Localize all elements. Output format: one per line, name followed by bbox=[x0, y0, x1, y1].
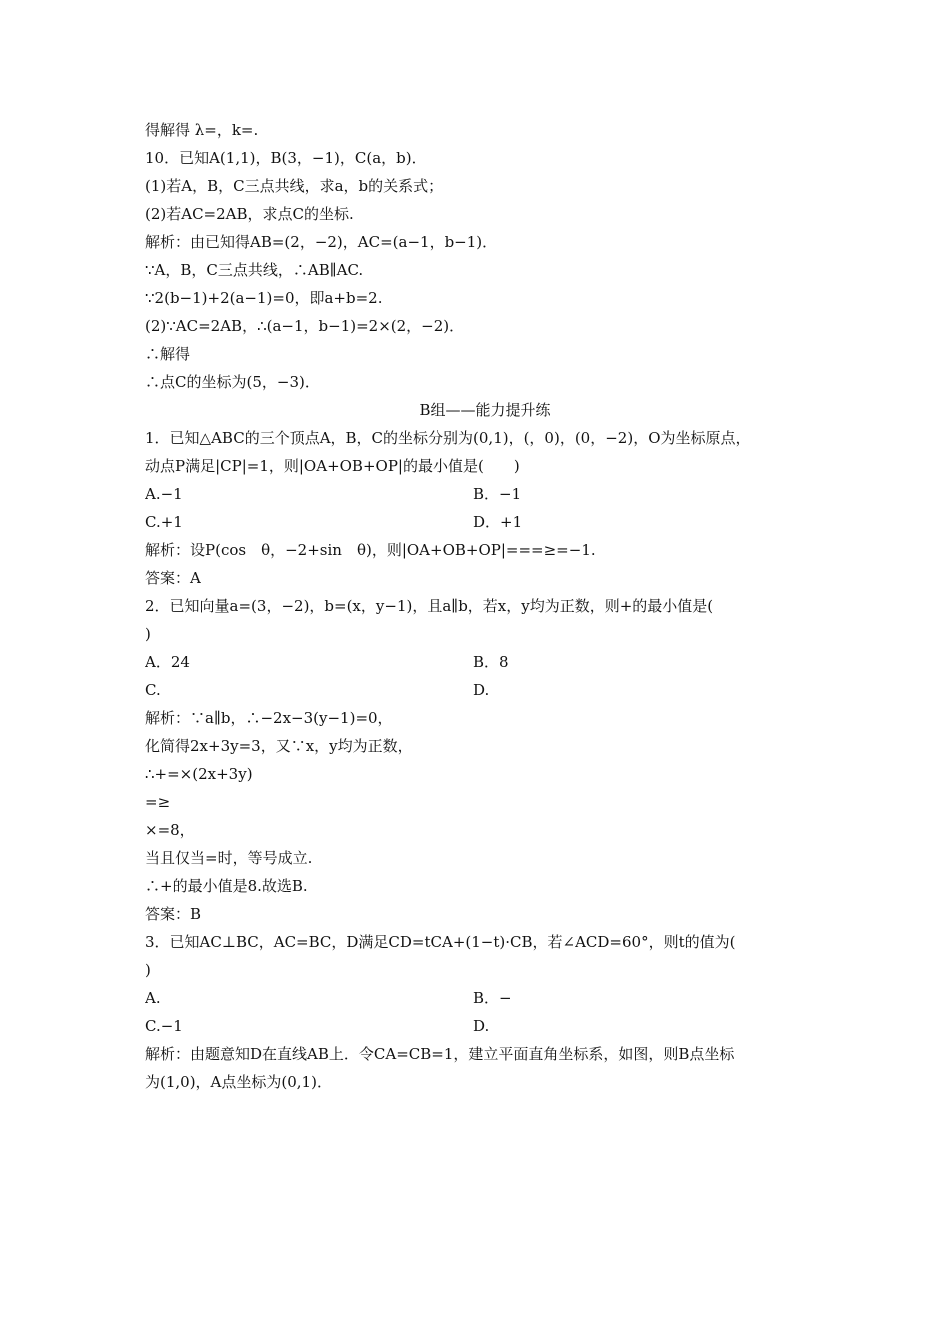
option-a: A．24 bbox=[145, 653, 190, 671]
question-3-options-cd bbox=[145, 1012, 825, 1040]
question-2-answer: 答案：B bbox=[145, 905, 202, 923]
text-line: ∴点C的坐标为(5，−3)． bbox=[145, 373, 320, 391]
question-10-part-2: (2)若AC=2AB，求点C的坐标. bbox=[145, 205, 354, 223]
question-2-options-ab bbox=[145, 648, 825, 676]
question-1-answer: 答案：A bbox=[145, 569, 201, 587]
question-2-stem: 2．已知向量a=(3，−2)，b=(x，y−1)，且a∥b，若x，y均为正数，则+的最小值是( bbox=[145, 597, 714, 615]
option-d: D. bbox=[473, 1017, 490, 1035]
question-3-options-ab bbox=[145, 984, 825, 1012]
question-10-part-1: (1)若A，B，C三点共线，求a，b的关系式； bbox=[145, 177, 444, 195]
text-line: (2)∵AC=2AB，∴(a−1，b−1)=2×(2，−2)． bbox=[145, 317, 465, 335]
option-a: A.−1 bbox=[145, 485, 183, 503]
text-line: ∵A，B，C三点共线，∴AB∥AC. bbox=[145, 261, 364, 279]
text-line: ∴+=×(2x+3y) bbox=[145, 765, 253, 783]
option-b: B．− bbox=[473, 989, 512, 1007]
option-b: B．−1 bbox=[473, 485, 522, 503]
question-1-options-cd bbox=[145, 508, 825, 536]
question-3-analysis-cont: 为(1,0)，A点坐标为(0,1)． bbox=[145, 1073, 332, 1091]
text-line: ∴+的最小值是8.故选B. bbox=[145, 877, 308, 895]
question-3-stem: 3．已知AC⊥BC，AC=BC，D满足CD=tCA+(1−t)·CB，若∠ACD=60°，则t的值为( bbox=[145, 933, 736, 951]
question-3-stem-cont: ) bbox=[145, 961, 151, 979]
option-d: D. bbox=[473, 681, 490, 699]
text-line: ×=8， bbox=[145, 821, 195, 839]
question-1-options-ab bbox=[145, 480, 825, 508]
question-1-analysis: 解析：设P(cos θ，−2+sin θ)，则|OA+OB+OP|===≥=−1. bbox=[145, 541, 596, 559]
text-line: 当且仅当=时，等号成立. bbox=[145, 849, 313, 867]
question-2-options-cd bbox=[145, 676, 825, 704]
question-10-stem: 10．已知A(1,1)，B(3，−1)，C(a，b)． bbox=[145, 149, 427, 167]
option-c: C.−1 bbox=[145, 1017, 183, 1035]
option-a: A. bbox=[145, 989, 161, 1007]
text-line: 解析：由已知得AB=(2，−2)，AC=(a−1，b−1)． bbox=[145, 233, 498, 251]
option-c: C. bbox=[145, 681, 161, 699]
text-line: ∵2(b−1)+2(a−1)=0，即a+b=2. bbox=[145, 289, 383, 307]
document-page bbox=[145, 116, 825, 1096]
question-2-stem-cont: ) bbox=[145, 625, 151, 643]
option-b: B．8 bbox=[473, 653, 509, 671]
text-line: ∴解得 bbox=[145, 345, 191, 363]
question-2-analysis: 解析：∵a∥b，∴−2x−3(y−1)=0， bbox=[145, 709, 393, 727]
text-line: 化简得2x+3y=3，又∵x，y均为正数， bbox=[145, 737, 413, 755]
text-line: =≥ bbox=[145, 793, 171, 811]
section-title: B组——能力提升练 bbox=[419, 401, 551, 419]
option-c: C.+1 bbox=[145, 513, 183, 531]
question-1-stem: 1．已知△ABC的三个顶点A，B，C的坐标分别为(0,1)，(，0)，(0，−2)，O为坐标原点， bbox=[145, 429, 751, 447]
option-d: D．+1 bbox=[473, 513, 523, 531]
text-line: 得解得 λ=，k=. bbox=[145, 121, 259, 139]
question-1-stem-cont: 动点P满足|CP|=1，则|OA+OB+OP|的最小值是( ) bbox=[145, 457, 520, 475]
question-3-analysis: 解析：由题意知D在直线AB上．令CA=CB=1，建立平面直角坐标系，如图，则B点坐标 bbox=[145, 1045, 735, 1063]
